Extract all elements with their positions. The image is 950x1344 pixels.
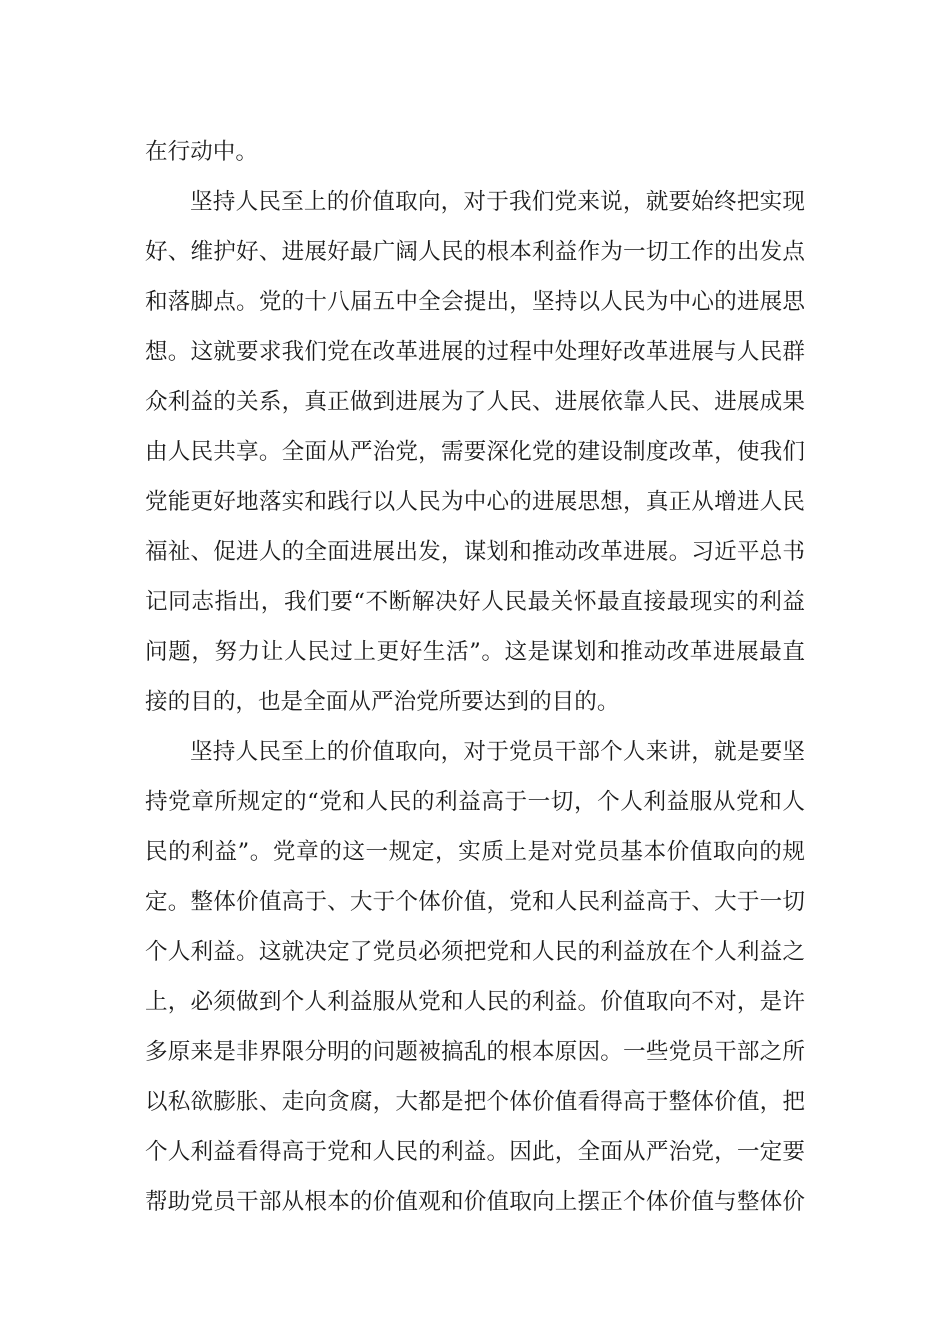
text-line: 个人利益。这就决定了党员必须把党和人民的利益放在个人利益之 [145, 939, 805, 965]
text-line: 好、维护好、进展好最广阔人民的根本利益作为一切工作的出发点 [145, 239, 805, 265]
text-line: 由人民共享。全面从严治党，需要深化党的建设制度改革，使我们 [145, 439, 805, 465]
text-line: 党能更好地落实和践行以人民为中心的进展思想，真正从增进人民 [145, 489, 805, 515]
text-line: 个人利益看得高于党和人民的利益。因此，全面从严治党，一定要 [145, 1139, 805, 1165]
text-line: 接的目的，也是全面从严治党所要达到的目的。 [145, 689, 620, 715]
text-line: 帮助党员干部从根本的价值观和价值取向上摆正个体价值与整体价 [145, 1189, 805, 1215]
text-line: 定。整体价值高于、大于个体价值，党和人民利益高于、大于一切 [145, 889, 805, 915]
paragraph-first-line: 坚持人民至上的价值取向，对于我们党来说，就要始终把实现 [190, 189, 805, 215]
text-line: 想。这就要求我们党在改革进展的过程中处理好改革进展与人民群 [145, 339, 805, 365]
text-line: 众利益的关系，真正做到进展为了人民、进展依靠人民、进展成果 [145, 389, 805, 415]
text-line: 和落脚点。党的十八届五中全会提出，坚持以人民为中心的进展思 [145, 289, 805, 315]
text-line: 记同志指出，我们要“不断解决好人民最关怀最直接最现实的利益 [145, 589, 805, 615]
text-line: 在行动中。 [145, 139, 258, 165]
text-line: 问题，努力让人民过上更好生活”。这是谋划和推动改革进展最直 [145, 639, 805, 665]
text-line: 福祉、促进人的全面进展出发，谋划和推动改革进展。习近平总书 [145, 539, 805, 565]
text-line: 民的利益”。党章的这一规定，实质上是对党员基本价值取向的规 [145, 839, 805, 865]
text-line: 以私欲膨胀、走向贪腐，大都是把个体价值看得高于整体价值，把 [145, 1089, 805, 1115]
text-line: 上，必须做到个人利益服从党和人民的利益。价值取向不对，是许 [145, 989, 805, 1015]
text-line: 多原来是非界限分明的问题被搞乱的根本原因。一些党员干部之所 [145, 1039, 805, 1065]
text-line: 持党章所规定的“党和人民的利益高于一切，个人利益服从党和人 [145, 789, 805, 815]
paragraph-first-line: 坚持人民至上的价值取向，对于党员干部个人来讲，就是要坚 [190, 739, 805, 765]
